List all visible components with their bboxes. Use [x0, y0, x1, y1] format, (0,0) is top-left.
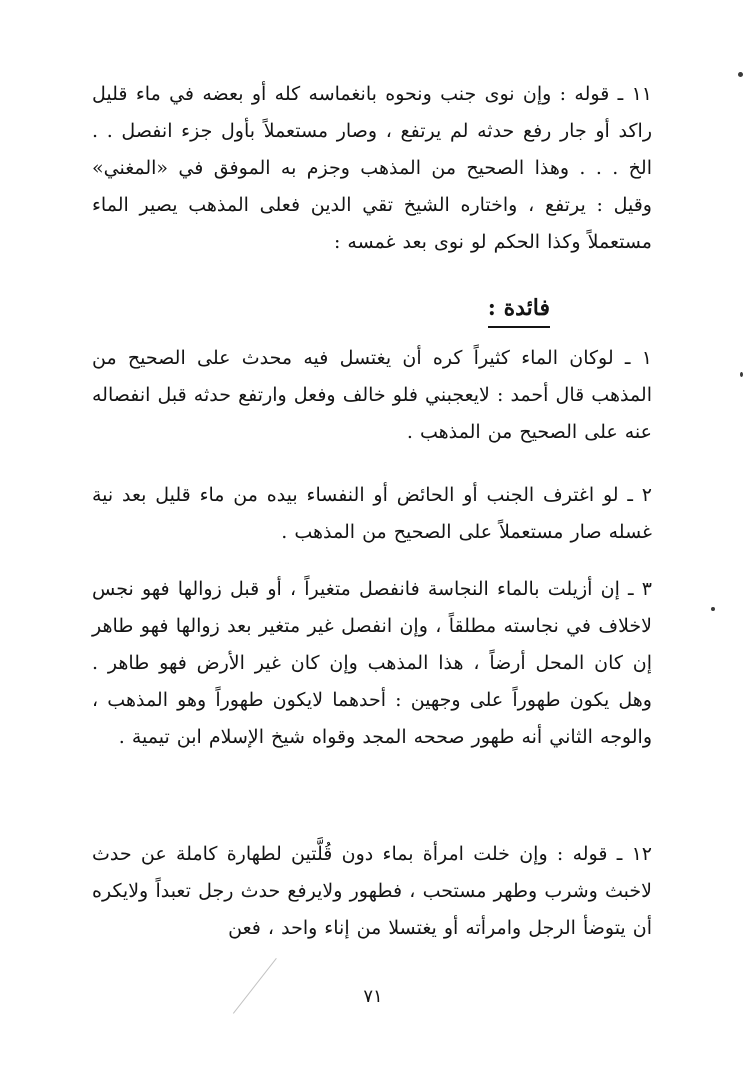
benefit-item-1: ١ ـ لوكان الماء كثيراً كره أن يغتسل فيه محدث على الصحيح من المذهب قال أحمد : لايعجبني فلو خالف وفعل وارتفع حدثه قبل انفصاله عنه على الصحيح من المذهب . [92, 347, 652, 443]
section-heading: فائدة : [488, 292, 550, 328]
benefit-item-2: ٢ ـ لو اغترف الجنب أو الحائض أو النفساء بيده من ماء قليل بعد نية غسله صار مستعملاً على الصحيح من المذهب . [92, 484, 652, 543]
paragraph-11: ١١ ـ قوله : وإن نوى جنب ونحوه بانغماسه كله أو بعضه في ماء قليل راكد أو جار رفع حدثه لم يرتفع ، وصار مستعملاً بأول جزء انفصل . . الخ . . . وهذا الصحيح من المذهب وجزم به الموفق في «المغني» وقيل : يرتفع ، واختاره الشيخ تقي الدين فعلى المذهب يصير الماء مستعملاً وكذا الحكم لو نوى بعد غمسه : [92, 83, 652, 253]
paragraph-12: ١٢ ـ قوله : وإن خلت امرأة بماء دون قُلَّتين لطهارة كاملة عن حدث لاخبث وشرب وطهر مستحب ، فطهور ولايرفع حدث رجل تعبداً ولايكره أن يتوضأ الرجل وامرأته أو يغتسلا من إناء واحد ، فعن [92, 843, 652, 939]
scan-speck [740, 372, 743, 377]
scan-speck [738, 72, 743, 77]
page-number: ٧١ [363, 986, 383, 1007]
benefit-item-3: ٣ ـ إن أزيلت بالماء النجاسة فانفصل متغيراً ، أو قبل زوالها فهو نجس لاخلاف في نجاسته مطلقاً ، وإن انفصل غير متغير بعد زوالها فهو طاهر إن كان المحل أرضاً ، هذا المذهب وإن كان غير الأرض فهو طاهر . وهل يكون طهوراً على وجهين : أحدهما لايكون طهوراً وهو المذهب ، والوجه الثاني أنه طهور صححه المجد وقواه شيخ الإسلام ابن تيمية . [92, 578, 652, 748]
scan-speck [711, 607, 715, 611]
